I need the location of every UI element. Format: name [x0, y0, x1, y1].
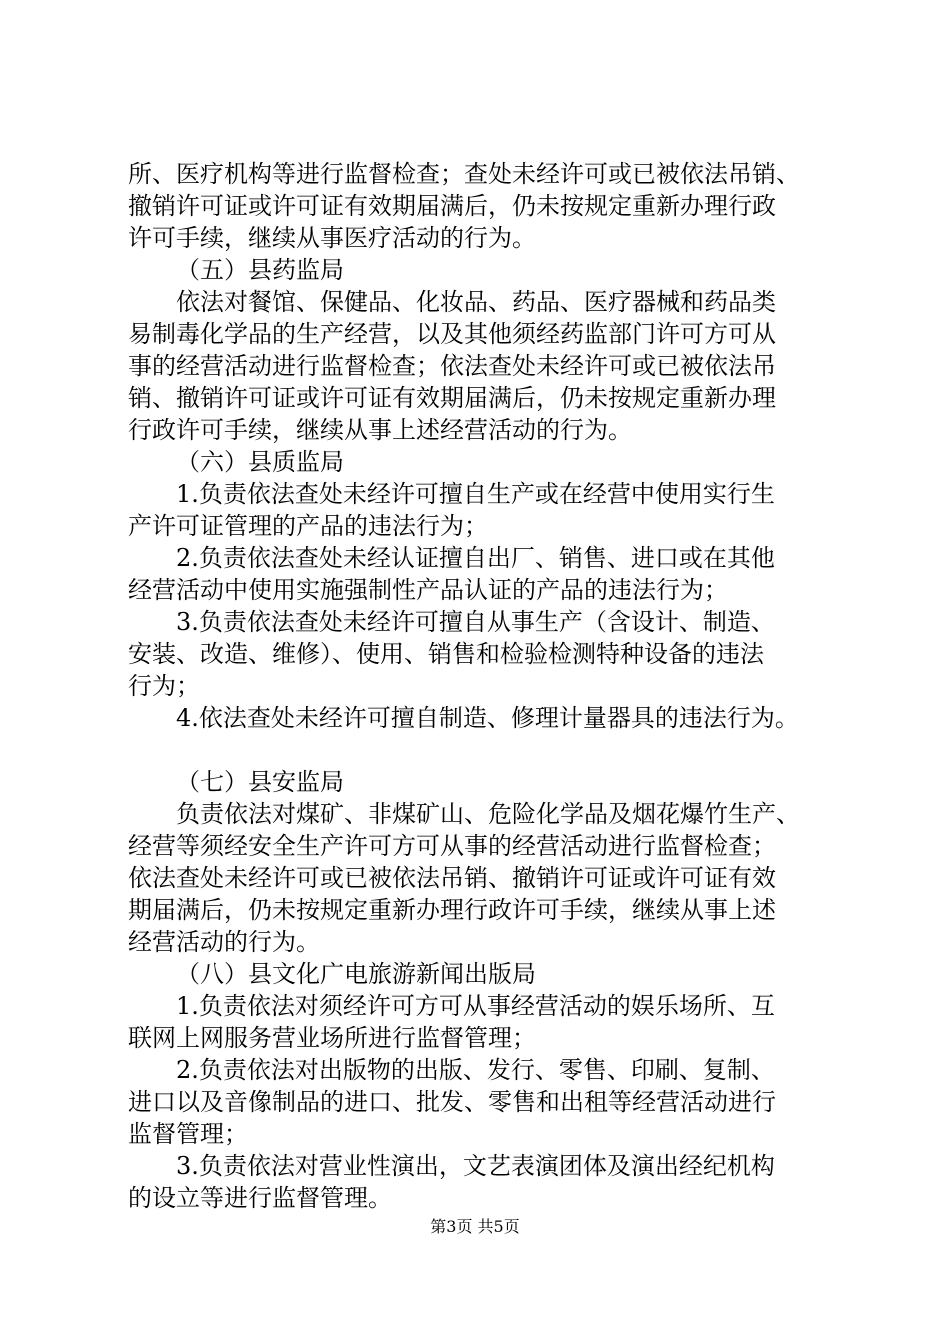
text-line: 撤销许可证或许可证有效期届满后，仍未按规定重新办理行政 [128, 192, 776, 220]
text-line: 监督管理； [128, 1120, 248, 1148]
section-heading-culture-bureau: （八）县文化广电旅游新闻出版局 [176, 960, 536, 988]
text-line: 经营等须经安全生产许可方可从事的经营活动进行监督检查； [128, 832, 776, 860]
text-line: 经营活动中使用实施强制性产品认证的产品的违法行为； [128, 576, 728, 604]
section-heading-safety-bureau: （七）县安监局 [176, 768, 344, 796]
paragraph-quality-item-1 [128, 478, 833, 542]
text-line: 产许可证管理的产品的违法行为； [128, 512, 488, 540]
text-line: 2.负责依法对出版物的出版、发行、零售、印刷、复制、 [176, 1056, 775, 1084]
text-line: 联网上网服务营业场所进行监督管理； [128, 1024, 536, 1052]
section-heading-drug-bureau: （五）县药监局 [176, 256, 344, 284]
text-line: 销、撤销许可证或许可证有效期届满后，仍未按规定重新办理 [128, 384, 776, 412]
paragraph-quality-item-2 [128, 542, 833, 606]
text-line: 1.负责依法查处未经许可擅自生产或在经营中使用实行生 [176, 480, 775, 508]
text-line: 进口以及音像制品的进口、批发、零售和出租等经营活动进行 [128, 1088, 776, 1116]
text-line: 1.负责依法对须经许可方可从事经营活动的娱乐场所、互 [176, 992, 775, 1020]
text-line: 负责依法对煤矿、非煤矿山、危险化学品及烟花爆竹生产、 [176, 800, 800, 828]
text-line: 3.负责依法查处未经许可擅自从事生产（含设计、制造、 [176, 608, 775, 636]
page-number-footer: 第3页 共5页 [430, 1217, 520, 1236]
document-body [128, 158, 833, 1214]
text-line: 安装、改造、维修）、使用、销售和检验检测特种设备的违法 [128, 640, 764, 668]
text-line: 行政许可手续，继续从事上述经营活动的行为。 [128, 416, 632, 444]
paragraph-medical-continued [128, 158, 833, 254]
text-line: 许可手续，继续从事医疗活动的行为。 [128, 224, 536, 252]
text-line: 事的经营活动进行监督检查；依法查处未经许可或已被依法吊 [128, 352, 776, 380]
text-line: 依法对餐馆、保健品、化妆品、药品、医疗器械和药品类 [176, 288, 776, 316]
text-line: 经营活动的行为。 [128, 928, 320, 956]
text-line: 所、医疗机构等进行监督检查；查处未经许可或已被依法吊销、 [128, 160, 800, 188]
text-line: 的设立等进行监督管理。 [128, 1184, 392, 1212]
paragraph-culture-item-2 [128, 1054, 833, 1150]
text-line: 易制毒化学品的生产经营，以及其他须经药监部门许可方可从 [128, 320, 776, 348]
text-line: 行为； [128, 672, 200, 700]
text-line: 2.负责依法查处未经认证擅自出厂、销售、进口或在其他 [176, 544, 775, 572]
paragraph-quality-item-3 [128, 606, 833, 702]
paragraph-culture-item-1 [128, 990, 833, 1054]
paragraph-drug-bureau [128, 286, 833, 446]
text-line: 3.负责依法对营业性演出，文艺表演团体及演出经纪机构 [176, 1152, 775, 1180]
paragraph-culture-item-3 [128, 1150, 833, 1214]
text-line: 期届满后，仍未按规定重新办理行政许可手续，继续从事上述 [128, 896, 776, 924]
blank-line [128, 734, 833, 766]
paragraph-safety-bureau [128, 798, 833, 958]
paragraph-quality-item-4: 4.依法查处未经许可擅自制造、修理计量器具的违法行为。 [176, 704, 799, 732]
section-heading-quality-bureau: （六）县质监局 [176, 448, 344, 476]
text-line: 依法查处未经许可或已被依法吊销、撤销许可证或许可证有效 [128, 864, 776, 892]
